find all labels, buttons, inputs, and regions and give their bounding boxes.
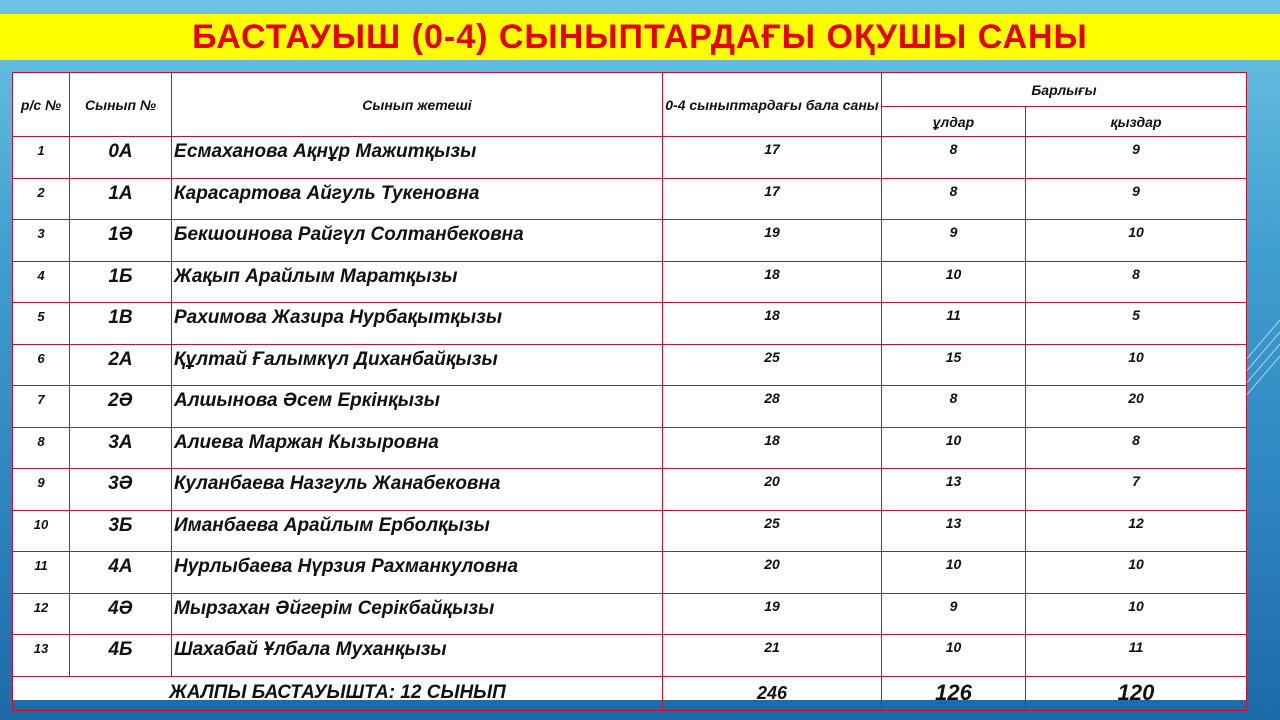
row-girls: 9: [1026, 178, 1247, 220]
row-girls: 10: [1026, 220, 1247, 262]
row-teacher: Жақып Арайлым Маратқызы: [172, 261, 663, 303]
row-count: 19: [663, 220, 882, 262]
row-class: 3Б: [70, 510, 172, 552]
row-number: 6: [13, 344, 70, 386]
header-teacher: Сынып жетеші: [172, 73, 663, 137]
row-number: 3: [13, 220, 70, 262]
row-count: 28: [663, 386, 882, 428]
row-teacher: Бекшоинова Райгүл Солтанбековна: [172, 220, 663, 262]
table-row: [13, 220, 1247, 262]
row-count: 17: [663, 137, 882, 179]
table-row: [13, 635, 1247, 677]
row-teacher: Құлтай Ғалымкүл Диханбайқызы: [172, 344, 663, 386]
row-girls: 12: [1026, 510, 1247, 552]
students-table: [12, 72, 1247, 711]
table-body: [13, 137, 1247, 677]
row-teacher: Иманбаева Арайлым Ерболқызы: [172, 510, 663, 552]
row-teacher: Алиева Маржан Кызыровна: [172, 427, 663, 469]
row-number: 2: [13, 178, 70, 220]
total-row: [13, 676, 1247, 710]
row-boys: 11: [882, 303, 1026, 345]
row-count: 20: [663, 469, 882, 511]
row-count: 25: [663, 344, 882, 386]
row-count: 17: [663, 178, 882, 220]
row-count: 18: [663, 303, 882, 345]
row-class: 1А: [70, 178, 172, 220]
row-boys: 10: [882, 261, 1026, 303]
row-count: 20: [663, 552, 882, 594]
table-row: [13, 261, 1247, 303]
row-class: 2Ә: [70, 386, 172, 428]
row-class: 2А: [70, 344, 172, 386]
header-total: Барлығы: [882, 73, 1247, 107]
row-number: 9: [13, 469, 70, 511]
row-class: 3Ә: [70, 469, 172, 511]
row-class: 1Б: [70, 261, 172, 303]
row-class: 0А: [70, 137, 172, 179]
row-teacher: Алшынова Әсем Еркінқызы: [172, 386, 663, 428]
row-teacher: Карасартова Айгуль Тукеновна: [172, 178, 663, 220]
row-class: 1Ә: [70, 220, 172, 262]
row-boys: 10: [882, 635, 1026, 677]
table-row: [13, 593, 1247, 635]
row-number: 8: [13, 427, 70, 469]
table-row: [13, 386, 1247, 428]
row-girls: 8: [1026, 261, 1247, 303]
row-teacher: Шахабай Ұлбала Муханқызы: [172, 635, 663, 677]
row-class: 4Ә: [70, 593, 172, 635]
row-count: 18: [663, 427, 882, 469]
table-row: [13, 303, 1247, 345]
row-boys: 13: [882, 510, 1026, 552]
row-girls: 11: [1026, 635, 1247, 677]
row-girls: 10: [1026, 552, 1247, 594]
row-girls: 7: [1026, 469, 1247, 511]
row-boys: 13: [882, 469, 1026, 511]
table-row: [13, 427, 1247, 469]
row-teacher: Рахимова Жазира Нурбақытқызы: [172, 303, 663, 345]
header-class: Сынып №: [70, 73, 172, 137]
row-count: 21: [663, 635, 882, 677]
title-banner: [0, 14, 1280, 60]
total-boys: 126: [882, 676, 1026, 710]
row-number: 10: [13, 510, 70, 552]
table-row: [13, 510, 1247, 552]
row-number: 4: [13, 261, 70, 303]
row-girls: 9: [1026, 137, 1247, 179]
table-row: [13, 178, 1247, 220]
table-row: [13, 344, 1247, 386]
row-class: 4Б: [70, 635, 172, 677]
table-row: [13, 137, 1247, 179]
row-number: 5: [13, 303, 70, 345]
row-girls: 10: [1026, 593, 1247, 635]
page-title: БАСТАУЫШ (0-4) СЫНЫПТАРДАҒЫ ОҚУШЫ САНЫ: [192, 17, 1088, 56]
row-girls: 10: [1026, 344, 1247, 386]
row-girls: 5: [1026, 303, 1247, 345]
row-class: 3А: [70, 427, 172, 469]
row-count: 18: [663, 261, 882, 303]
total-girls: 120: [1026, 676, 1247, 710]
row-count: 19: [663, 593, 882, 635]
row-boys: 15: [882, 344, 1026, 386]
header-count: 0-4 сыныптардағы бала саны: [663, 73, 882, 137]
row-girls: 8: [1026, 427, 1247, 469]
header-girls: қыздар: [1026, 107, 1247, 137]
row-teacher: Мырзахан Әйгерім Серікбайқызы: [172, 593, 663, 635]
row-count: 25: [663, 510, 882, 552]
row-boys: 8: [882, 386, 1026, 428]
total-count: 246: [663, 676, 882, 710]
row-boys: 8: [882, 137, 1026, 179]
students-table-container: [12, 72, 1246, 705]
row-number: 12: [13, 593, 70, 635]
table-row: [13, 552, 1247, 594]
row-boys: 10: [882, 552, 1026, 594]
row-number: 11: [13, 552, 70, 594]
row-girls: 20: [1026, 386, 1247, 428]
header-row: [13, 73, 1247, 107]
row-teacher: Есмаханова Ақнұр Мажитқызы: [172, 137, 663, 179]
row-number: 1: [13, 137, 70, 179]
row-boys: 8: [882, 178, 1026, 220]
row-teacher: Куланбаева Назгуль Жанабековна: [172, 469, 663, 511]
header-boys: ұлдар: [882, 107, 1026, 137]
row-boys: 10: [882, 427, 1026, 469]
row-class: 4А: [70, 552, 172, 594]
total-label: ЖАЛПЫ БАСТАУЫШТА: 12 СЫНЫП: [13, 676, 663, 710]
row-class: 1В: [70, 303, 172, 345]
row-boys: 9: [882, 593, 1026, 635]
row-teacher: Нурлыбаева Нүрзия Рахманкуловна: [172, 552, 663, 594]
table-row: [13, 469, 1247, 511]
row-number: 7: [13, 386, 70, 428]
row-number: 13: [13, 635, 70, 677]
header-num: р/с №: [13, 73, 70, 137]
row-boys: 9: [882, 220, 1026, 262]
